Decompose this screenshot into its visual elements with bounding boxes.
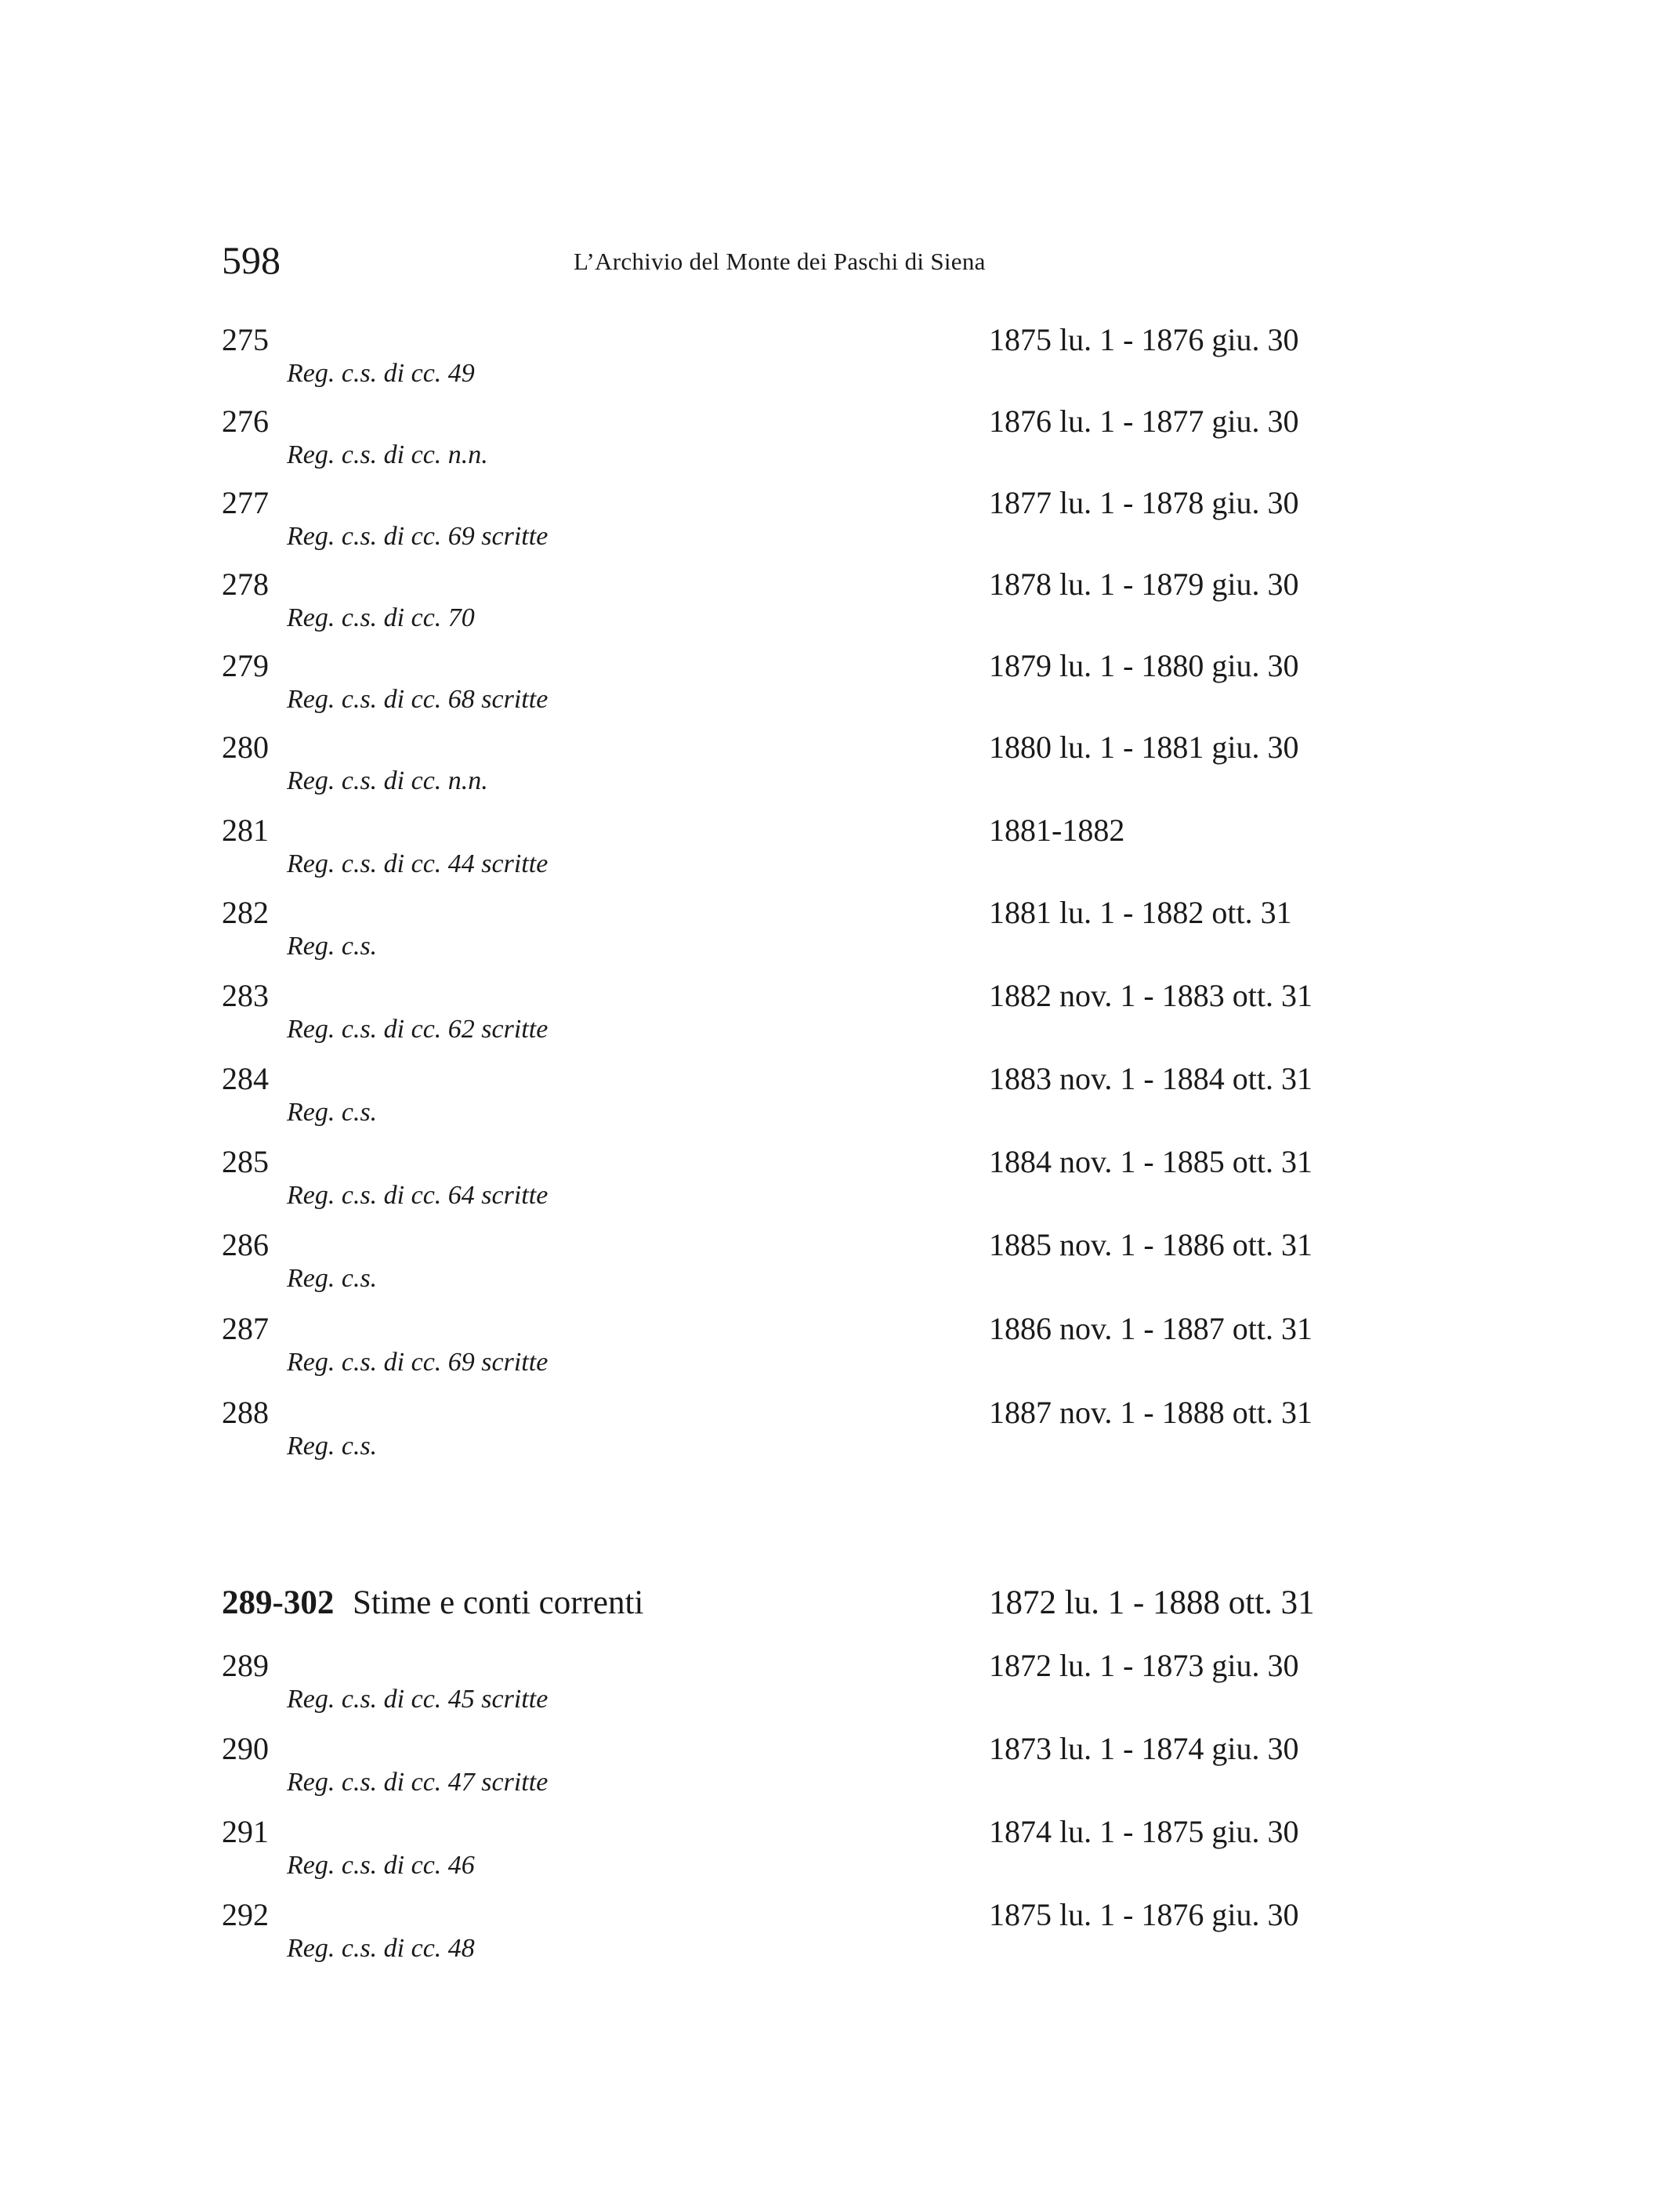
entry-number: 281 [222, 813, 269, 848]
entry-number: 275 [222, 322, 269, 357]
list-item [0, 565, 1680, 643]
entry-date: 1875 lu. 1 - 1876 giu. 30 [989, 322, 1299, 357]
entry-description: Reg. c.s. di cc. 69 scritte [287, 522, 549, 551]
entry-number: 283 [222, 978, 269, 1013]
entry-number: 290 [222, 1731, 269, 1766]
entry-description: Reg. c.s. di cc. 62 scritte [287, 1015, 549, 1044]
entry-description: Reg. c.s. di cc. 44 scritte [287, 849, 549, 878]
entry-description: Reg. c.s. di cc. 69 scritte [287, 1348, 549, 1377]
entry-description: Reg. c.s. di cc. 47 scritte [287, 1768, 549, 1797]
entry-description: Reg. c.s. [287, 1098, 378, 1127]
entry-number: 280 [222, 730, 269, 765]
entry-description: Reg. c.s. di cc. n.n. [287, 766, 488, 795]
list-item [0, 1226, 1680, 1304]
list-item [0, 1895, 1680, 1974]
entry-number: 276 [222, 404, 269, 439]
list-item [0, 1393, 1680, 1472]
list-item [0, 1812, 1680, 1891]
entry-date: 1872 lu. 1 - 1873 giu. 30 [989, 1648, 1299, 1683]
entry-date: 1882 nov. 1 - 1883 ott. 31 [989, 978, 1312, 1013]
entry-number: 278 [222, 567, 269, 602]
entry-description: Reg. c.s. [287, 932, 378, 961]
entry-date: 1874 lu. 1 - 1875 giu. 30 [989, 1814, 1299, 1849]
entry-number: 291 [222, 1814, 269, 1849]
entry-number: 277 [222, 485, 269, 520]
entry-date: 1877 lu. 1 - 1878 giu. 30 [989, 485, 1299, 520]
entry-date: 1878 lu. 1 - 1879 giu. 30 [989, 567, 1299, 602]
list-item [0, 1309, 1680, 1388]
list-item [0, 320, 1680, 399]
entry-date: 1883 nov. 1 - 1884 ott. 31 [989, 1061, 1312, 1096]
entry-number: 292 [222, 1897, 269, 1932]
entry-number: 282 [222, 895, 269, 930]
entry-number: 279 [222, 648, 269, 683]
entry-date: 1879 lu. 1 - 1880 giu. 30 [989, 648, 1299, 683]
list-item [0, 976, 1680, 1055]
list-item [0, 1646, 1680, 1725]
entry-description: Reg. c.s. di cc. 70 [287, 603, 475, 632]
list-item [0, 893, 1680, 972]
entry-description: Reg. c.s. di cc. 64 scritte [287, 1181, 549, 1210]
page-number: 598 [222, 238, 281, 282]
list-item [0, 646, 1680, 725]
running-title: L’Archivio del Monte dei Paschi di Siena [574, 248, 986, 275]
list-item [0, 1142, 1680, 1221]
entry-description: Reg. c.s. [287, 1432, 378, 1461]
list-item [0, 483, 1680, 562]
entry-description: Reg. c.s. di cc. 48 [287, 1934, 475, 1963]
entry-date: 1875 lu. 1 - 1876 giu. 30 [989, 1897, 1299, 1932]
entry-date: 1885 nov. 1 - 1886 ott. 31 [989, 1227, 1312, 1262]
entry-description: Reg. c.s. di cc. 46 [287, 1851, 475, 1880]
entry-date: 1886 nov. 1 - 1887 ott. 31 [989, 1311, 1312, 1346]
entry-date: 1884 nov. 1 - 1885 ott. 31 [989, 1144, 1312, 1179]
series-heading [0, 1581, 1680, 1628]
entry-date: 1887 nov. 1 - 1888 ott. 31 [989, 1395, 1312, 1430]
entry-number: 288 [222, 1395, 269, 1430]
series-date: 1872 lu. 1 - 1888 ott. 31 [989, 1584, 1315, 1621]
entry-description: Reg. c.s. di cc. 68 scritte [287, 685, 549, 714]
entry-description: Reg. c.s. di cc. n.n. [287, 440, 488, 469]
entry-description: Reg. c.s. di cc. 49 [287, 359, 475, 388]
entry-date: 1881-1882 [989, 813, 1125, 848]
entry-date: 1876 lu. 1 - 1877 giu. 30 [989, 404, 1299, 439]
entry-date: 1880 lu. 1 - 1881 giu. 30 [989, 730, 1299, 765]
entry-description: Reg. c.s. [287, 1264, 378, 1293]
entry-date: 1873 lu. 1 - 1874 giu. 30 [989, 1731, 1299, 1766]
entry-number: 289 [222, 1648, 269, 1683]
series-range: 289-302 [222, 1584, 335, 1621]
entry-number: 285 [222, 1144, 269, 1179]
list-item [0, 402, 1680, 480]
entry-description: Reg. c.s. di cc. 45 scritte [287, 1685, 549, 1714]
list-item [0, 811, 1680, 889]
entry-date: 1881 lu. 1 - 1882 ott. 31 [989, 895, 1292, 930]
entry-number: 286 [222, 1227, 269, 1262]
entry-number: 284 [222, 1061, 269, 1096]
entry-number: 287 [222, 1311, 269, 1346]
series-title: Stime e conti correnti [353, 1584, 644, 1621]
list-item [0, 728, 1680, 806]
list-item [0, 1059, 1680, 1138]
list-item [0, 1729, 1680, 1808]
